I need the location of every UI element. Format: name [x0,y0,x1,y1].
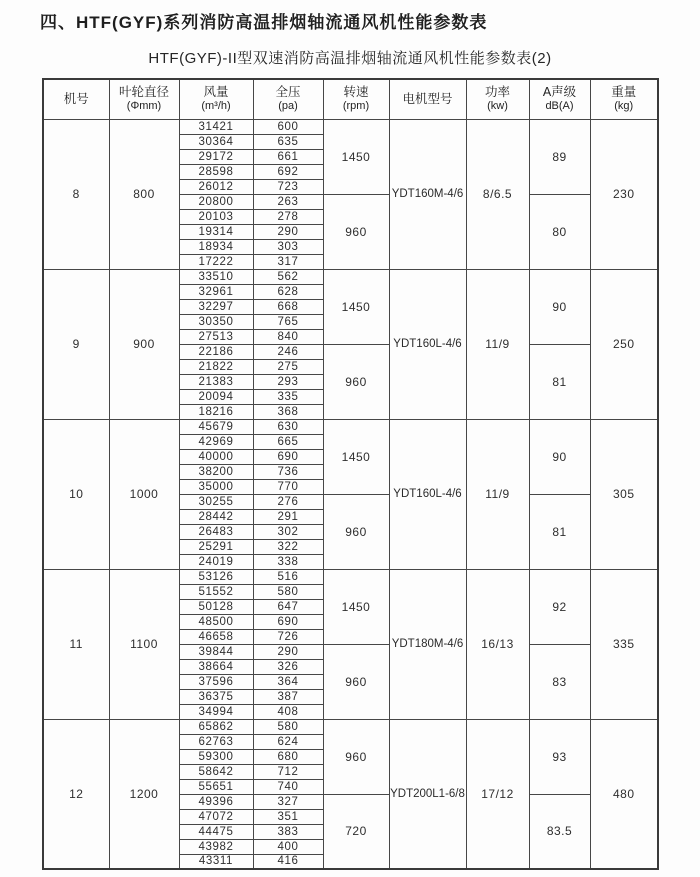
pressure-cell: 335 [253,389,323,404]
weight-cell: 250 [590,269,658,419]
column-header-label: 电机型号 [402,91,453,106]
weight-cell: 335 [590,569,658,719]
column-header [179,79,253,119]
table-row [43,269,658,284]
model-no-cell: 12 [43,719,109,869]
column-header-unit: (rpm) [342,100,370,113]
pressure-cell: 291 [253,509,323,524]
pressure-cell: 736 [253,464,323,479]
noise-level-cell: 90 [529,419,590,494]
rpm-cell: 960 [323,194,389,269]
pressure-cell: 302 [253,524,323,539]
table-row [43,719,658,734]
pressure-cell: 327 [253,794,323,809]
column-header-unit: (pa) [278,100,298,113]
pressure-cell: 635 [253,134,323,149]
airflow-cell: 43982 [179,839,253,854]
airflow-cell: 21383 [179,374,253,389]
noise-level-cell: 90 [529,269,590,344]
table-row [43,569,658,584]
pressure-cell: 562 [253,269,323,284]
airflow-cell: 55651 [179,779,253,794]
pressure-cell: 263 [253,194,323,209]
pressure-cell: 275 [253,359,323,374]
header-row [43,79,658,119]
rpm-cell: 960 [323,494,389,569]
airflow-cell: 62763 [179,734,253,749]
column-header [466,79,529,119]
airflow-cell: 30364 [179,134,253,149]
table-row [43,419,658,434]
airflow-cell: 20103 [179,209,253,224]
airflow-cell: 58642 [179,764,253,779]
airflow-cell: 28598 [179,164,253,179]
airflow-cell: 51552 [179,584,253,599]
motor-model-cell: YDT200L1-6/8 [389,719,466,869]
model-no-cell: 11 [43,569,109,719]
rpm-cell: 960 [323,644,389,719]
column-header-unit: (kw) [487,100,508,113]
column-header-label: 机号 [63,91,89,106]
airflow-cell: 49396 [179,794,253,809]
pressure-cell: 278 [253,209,323,224]
pressure-cell: 293 [253,374,323,389]
airflow-cell: 47072 [179,809,253,824]
power-cell: 11/9 [466,269,529,419]
pressure-cell: 647 [253,599,323,614]
airflow-cell: 18216 [179,404,253,419]
diameter-cell: 1000 [109,419,179,569]
airflow-cell: 33510 [179,269,253,284]
pressure-cell: 665 [253,434,323,449]
rpm-cell: 1450 [323,569,389,644]
model-no-cell: 8 [43,119,109,269]
airflow-cell: 35000 [179,479,253,494]
airflow-cell: 44475 [179,824,253,839]
airflow-cell: 53126 [179,569,253,584]
column-header-unit: (kg) [614,100,634,113]
noise-level-cell: 93 [529,719,590,794]
airflow-cell: 45679 [179,419,253,434]
pressure-cell: 580 [253,584,323,599]
airflow-cell: 37596 [179,674,253,689]
page-title: 四、HTF(GYF)系列消防高温排烟轴流通风机性能参数表 [40,13,488,32]
pressure-cell: 712 [253,764,323,779]
pressure-cell: 723 [253,179,323,194]
pressure-cell: 668 [253,299,323,314]
column-header-label: 风量 [203,85,229,100]
column-header-label: 重量 [611,85,637,100]
pressure-cell: 740 [253,779,323,794]
pressure-cell: 600 [253,119,323,134]
noise-level-cell: 80 [529,194,590,269]
airflow-cell: 39844 [179,644,253,659]
airflow-cell: 22186 [179,344,253,359]
rpm-cell: 960 [323,719,389,794]
rpm-cell: 720 [323,794,389,869]
motor-model-cell: YDT180M-4/6 [389,569,466,719]
airflow-cell: 65862 [179,719,253,734]
weight-cell: 305 [590,419,658,569]
noise-level-cell: 89 [529,119,590,194]
pressure-cell: 661 [253,149,323,164]
pressure-cell: 400 [253,839,323,854]
power-cell: 17/12 [466,719,529,869]
airflow-cell: 32297 [179,299,253,314]
airflow-cell: 40000 [179,449,253,464]
column-header-label: 叶轮直径 [118,85,169,100]
airflow-cell: 46658 [179,629,253,644]
airflow-cell: 48500 [179,614,253,629]
pressure-cell: 303 [253,239,323,254]
airflow-cell: 18934 [179,239,253,254]
pressure-cell: 690 [253,614,323,629]
noise-level-cell: 92 [529,569,590,644]
column-header-label: 功率 [484,85,510,100]
pressure-cell: 690 [253,449,323,464]
pressure-cell: 368 [253,404,323,419]
airflow-cell: 43311 [179,854,253,869]
pressure-cell: 628 [253,284,323,299]
column-header-unit: (Φmm) [126,100,162,113]
airflow-cell: 26012 [179,179,253,194]
column-header-label: 全压 [275,85,301,100]
pressure-cell: 338 [253,554,323,569]
rpm-cell: 1450 [323,269,389,344]
airflow-cell: 27513 [179,329,253,344]
airflow-cell: 30255 [179,494,253,509]
table-title: HTF(GYF)-II型双速消防高温排烟轴流通风机性能参数表(2) [148,50,552,67]
column-header-unit: dB(A) [545,100,574,113]
fan-spec-table [42,78,659,870]
column-header [323,79,389,119]
pressure-cell: 840 [253,329,323,344]
airflow-cell: 34994 [179,704,253,719]
airflow-cell: 19314 [179,224,253,239]
pressure-cell: 326 [253,659,323,674]
airflow-cell: 31421 [179,119,253,134]
column-header-label: A声级 [542,85,577,100]
noise-level-cell: 83.5 [529,794,590,869]
pressure-cell: 383 [253,824,323,839]
airflow-cell: 38664 [179,659,253,674]
diameter-cell: 1200 [109,719,179,869]
pressure-cell: 624 [253,734,323,749]
pressure-cell: 276 [253,494,323,509]
table-header [43,79,658,119]
airflow-cell: 28442 [179,509,253,524]
column-header [389,79,466,119]
airflow-cell: 24019 [179,554,253,569]
column-header [590,79,658,119]
table-body [43,119,658,869]
pressure-cell: 364 [253,674,323,689]
rpm-cell: 1450 [323,119,389,194]
column-header [253,79,323,119]
column-header [109,79,179,119]
weight-cell: 480 [590,719,658,869]
pressure-cell: 726 [253,629,323,644]
pressure-cell: 246 [253,344,323,359]
airflow-cell: 17222 [179,254,253,269]
airflow-cell: 29172 [179,149,253,164]
column-header [43,79,109,119]
diameter-cell: 900 [109,269,179,419]
airflow-cell: 59300 [179,749,253,764]
motor-model-cell: YDT160L-4/6 [389,269,466,419]
pressure-cell: 516 [253,569,323,584]
airflow-cell: 42969 [179,434,253,449]
noise-level-cell: 81 [529,344,590,419]
pressure-cell: 290 [253,644,323,659]
motor-model-cell: YDT160M-4/6 [389,119,466,269]
power-cell: 11/9 [466,419,529,569]
column-header-unit: (m³/h) [201,100,231,113]
noise-level-cell: 81 [529,494,590,569]
weight-cell: 230 [590,119,658,269]
power-cell: 8/6.5 [466,119,529,269]
airflow-cell: 26483 [179,524,253,539]
pressure-cell: 408 [253,704,323,719]
pressure-cell: 351 [253,809,323,824]
model-no-cell: 10 [43,419,109,569]
pressure-cell: 680 [253,749,323,764]
rpm-cell: 960 [323,344,389,419]
airflow-cell: 38200 [179,464,253,479]
diameter-cell: 800 [109,119,179,269]
airflow-cell: 50128 [179,599,253,614]
airflow-cell: 20094 [179,389,253,404]
pressure-cell: 770 [253,479,323,494]
pressure-cell: 765 [253,314,323,329]
airflow-cell: 25291 [179,539,253,554]
pressure-cell: 322 [253,539,323,554]
column-header [529,79,590,119]
pressure-cell: 580 [253,719,323,734]
rpm-cell: 1450 [323,419,389,494]
pressure-cell: 387 [253,689,323,704]
model-no-cell: 9 [43,269,109,419]
airflow-cell: 36375 [179,689,253,704]
airflow-cell: 30350 [179,314,253,329]
pressure-cell: 630 [253,419,323,434]
pressure-cell: 290 [253,224,323,239]
pressure-cell: 416 [253,854,323,869]
airflow-cell: 20800 [179,194,253,209]
power-cell: 16/13 [466,569,529,719]
noise-level-cell: 83 [529,644,590,719]
motor-model-cell: YDT160L-4/6 [389,419,466,569]
pressure-cell: 692 [253,164,323,179]
diameter-cell: 1100 [109,569,179,719]
table-row [43,119,658,134]
airflow-cell: 32961 [179,284,253,299]
column-header-label: 转速 [343,85,369,100]
pressure-cell: 317 [253,254,323,269]
airflow-cell: 21822 [179,359,253,374]
